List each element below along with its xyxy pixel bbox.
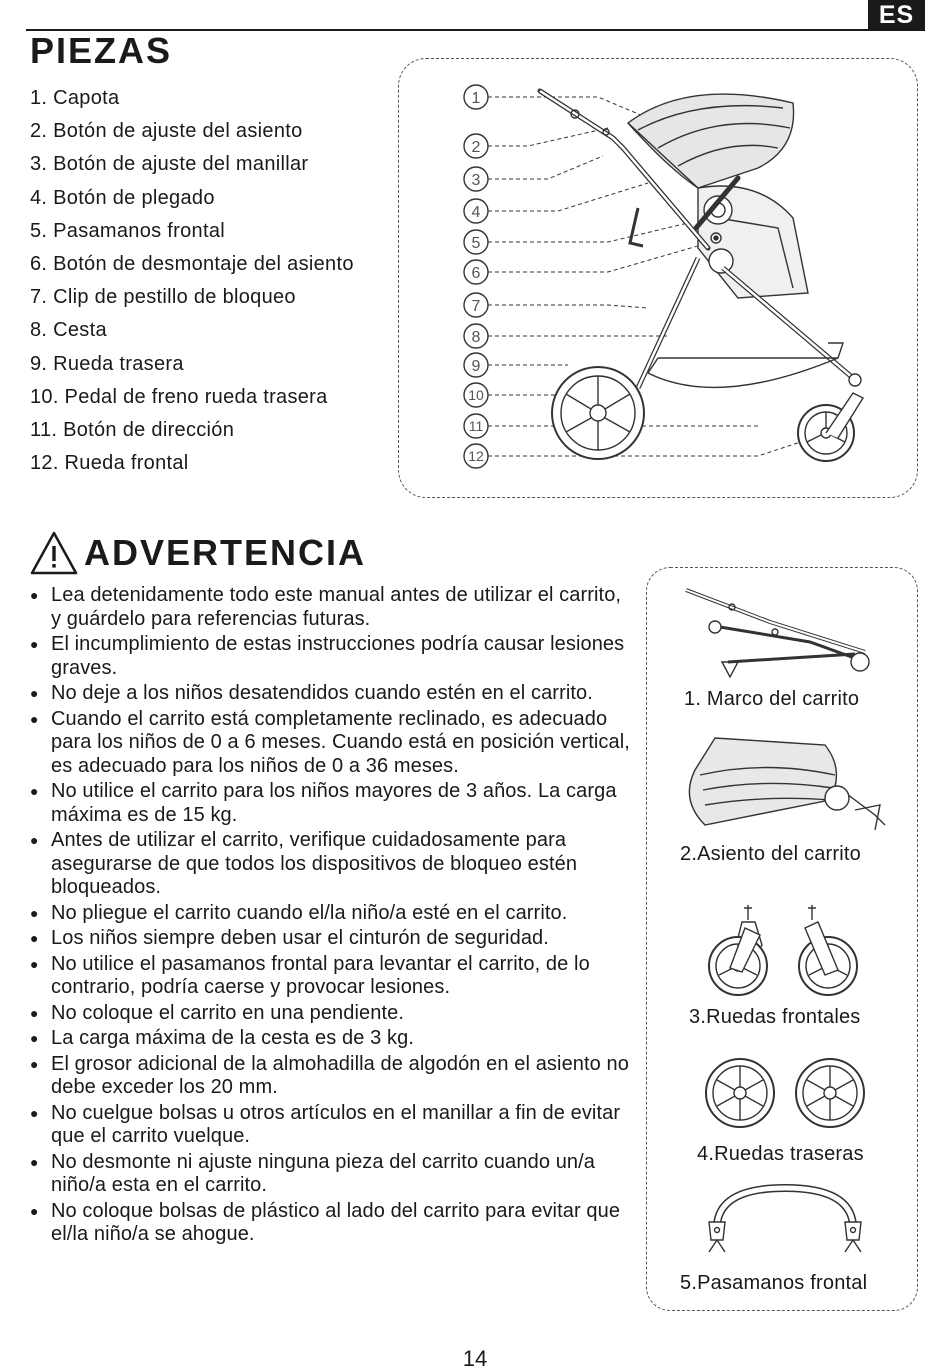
component-label: 4.Ruedas traseras xyxy=(697,1143,864,1165)
callout-2 xyxy=(464,134,488,158)
warning-item: ● Antes de utilizar el carrito, verifique cuidadosamente para asegurarse de que todos los dispositivos de bloqueo estén bloqueados. xyxy=(30,829,630,900)
svg-text:3: 3 xyxy=(471,172,481,189)
parts-list-item: 5. Pasamanos frontal xyxy=(30,219,225,242)
stroller-seat-illustration xyxy=(675,730,890,835)
svg-text:1: 1 xyxy=(471,90,481,107)
warning-title: ADVERTENCIA xyxy=(84,532,367,573)
warning-item: ● La carga máxima de la cesta es de 3 kg. xyxy=(30,1027,630,1051)
parts-list xyxy=(30,84,354,482)
front-bar-illustration xyxy=(695,1180,875,1260)
stroller-frame-illustration xyxy=(680,582,880,682)
callout-8 xyxy=(464,324,488,348)
warning-item: ● No cuelgue bolsas u otros artículos en el manillar a fin de evitar que el carrito vuelque. xyxy=(30,1102,630,1149)
warning-item: ● No desmonte ni ajuste ninguna pieza del carrito cuando un/a niño/a esta en el carrito. xyxy=(30,1151,630,1198)
warnings-list xyxy=(30,584,630,1249)
parts-list-item: 2. Botón de ajuste del asiento xyxy=(30,120,303,143)
callout-6 xyxy=(464,260,488,284)
svg-text:6: 6 xyxy=(471,265,481,282)
callout-11 xyxy=(464,414,488,438)
callout-5 xyxy=(464,230,488,254)
language-badge: ES xyxy=(868,0,925,31)
svg-text:5: 5 xyxy=(471,235,481,252)
callout-12 xyxy=(464,444,488,468)
parts-title: PIEZAS xyxy=(30,30,173,71)
warning-item: ● No utilice el pasamanos frontal para levantar el carrito, de lo contrario, podría caerse y provocar lesiones. xyxy=(30,953,630,1000)
front-wheels-illustration xyxy=(700,900,870,1000)
warning-item: ● El incumplimiento de estas instrucciones podría causar lesiones graves. xyxy=(30,633,630,680)
callout-1 xyxy=(464,85,488,109)
stroller-diagram xyxy=(398,58,918,498)
warning-item: ● Los niños siempre deben usar el cinturón de seguridad. xyxy=(30,927,630,951)
warning-triangle-icon xyxy=(30,530,78,576)
svg-text:8: 8 xyxy=(471,329,481,346)
warning-item: ● Lea detenidamente todo este manual antes de utilizar el carrito, y guárdelo para referencias futuras. xyxy=(30,584,630,631)
callout-10 xyxy=(464,383,488,407)
callout-4 xyxy=(464,199,488,223)
component-label: 3.Ruedas frontales xyxy=(689,1006,861,1028)
callout-9 xyxy=(464,353,488,377)
parts-list-item: 3. Botón de ajuste del manillar xyxy=(30,153,309,176)
component-label: 5.Pasamanos frontal xyxy=(680,1272,868,1294)
svg-text:10: 10 xyxy=(468,387,484,403)
parts-list-item: 10. Pedal de freno rueda trasera xyxy=(30,385,328,408)
svg-text:11: 11 xyxy=(468,418,484,434)
warning-item: ● El grosor adicional de la almohadilla de algodón en el asiento no debe exceder los 20 mm. xyxy=(30,1053,630,1100)
warning-item: ● No deje a los niños desatendidos cuando estén en el carrito. xyxy=(30,682,630,706)
warning-item: ● No utilice el carrito para los niños mayores de 3 años. La carga máxima es de 15 kg. xyxy=(30,780,630,827)
parts-list-item: 9. Rueda trasera xyxy=(30,352,184,375)
parts-list-item: 1. Capota xyxy=(30,87,120,109)
svg-text:7: 7 xyxy=(471,298,481,315)
warning-item: ● No coloque bolsas de plástico al lado del carrito para evitar que el/la niño/a se ahogue. xyxy=(30,1200,630,1247)
rear-wheels-illustration xyxy=(700,1055,870,1131)
parts-list-item: 4. Botón de plegado xyxy=(30,186,215,209)
warning-item: ● No coloque el carrito en una pendiente. xyxy=(30,1002,630,1026)
page-number: 14 xyxy=(462,1346,488,1371)
parts-list-item: 12. Rueda frontal xyxy=(30,452,189,475)
parts-list-item: 6. Botón de desmontaje del asiento xyxy=(30,252,354,275)
warning-item: ● Cuando el carrito está completamente reclinado, es adecuado para los niños de 0 a 6 meses. Cuando está en posición vertical, es adecuado para los niños de 0 a 36 meses. xyxy=(30,708,630,779)
svg-text:4: 4 xyxy=(471,204,481,221)
component-label: 2.Asiento del carrito xyxy=(680,843,861,865)
svg-text:12: 12 xyxy=(468,448,484,464)
parts-list-item: 8. Cesta xyxy=(30,319,107,342)
svg-text:2: 2 xyxy=(471,139,481,156)
component-label: 1. Marco del carrito xyxy=(684,688,860,710)
parts-list-item: 11. Botón de dirección xyxy=(30,418,235,441)
callout-3 xyxy=(464,167,488,191)
warning-item: ● No pliegue el carrito cuando el/la niño/a esté en el carrito. xyxy=(30,902,630,926)
callout-7 xyxy=(464,293,488,317)
svg-text:9: 9 xyxy=(471,358,481,375)
parts-list-item: 7. Clip de pestillo de bloqueo xyxy=(30,286,296,309)
